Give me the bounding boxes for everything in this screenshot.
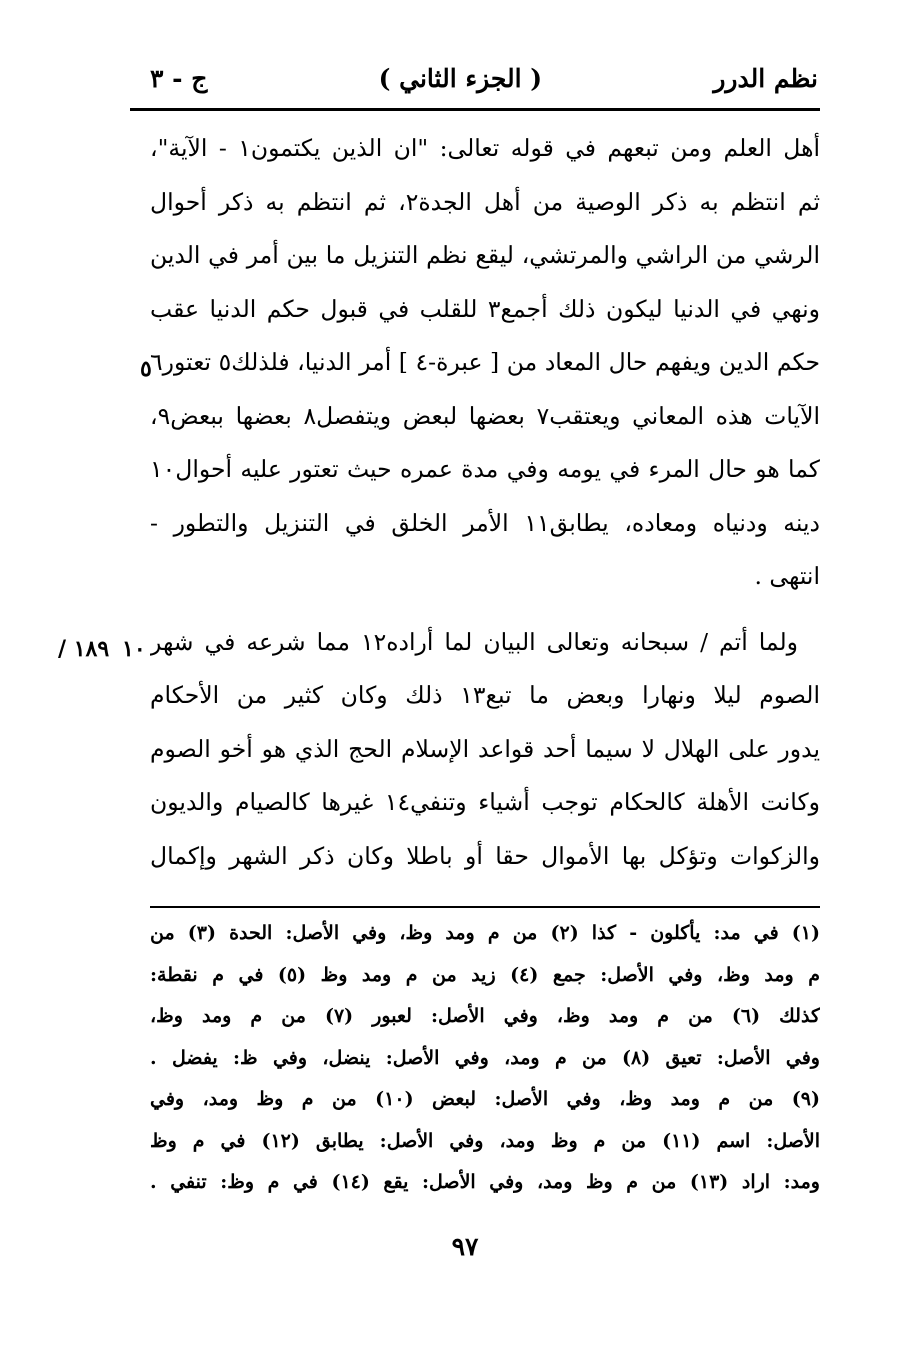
line-number-5: ٥ — [140, 356, 152, 382]
text-line: دينه ودنياه ومعاده، يطابق١١ الأمر الخلق في التنزيل والتطور - — [150, 508, 820, 537]
line-number-10: ١٠ — [122, 636, 146, 662]
footnote-line: ومد: اراد (١٣) من م وظ ومد، وفي الأصل: يقع (١٤) في م وظ: تنفي . — [150, 1171, 820, 1193]
text-line: والزكوات وتؤكل بها الأموال حقا أو باطلا وكان ذكر الشهر وإكمال — [150, 841, 820, 870]
footnote-line: (٩) من م ومد وظ، وفي الأصل: لبعض (١٠) من م وظ ومد، وفي — [150, 1088, 820, 1110]
text-line: انتهى . — [754, 562, 820, 590]
book-title: نظم الدرر — [713, 63, 818, 93]
paragraph-gap — [150, 604, 820, 616]
footnote-line: (١) في مد: يأكلون - كذا (٢) من م ومد وظ، وفي الأصل: الحدة (٣) من — [150, 922, 820, 944]
running-header — [150, 58, 818, 98]
part-label: ( الجزء الثاني ) — [378, 63, 543, 93]
text-line: ونهي في الدنيا ليكون ذلك أجمع٣ للقلب في قبول حكم الدنيا عقب — [150, 294, 820, 323]
folio-marker: ١٨٩ / — [58, 636, 110, 662]
header-rule — [130, 108, 820, 111]
text-line: ثم انتظم به ذكر الوصية من أهل الجدة٢، ثم انتظم به ذكر أحوال — [150, 187, 820, 216]
footnote-line: وفي الأصل: تعيق (٨) من م ومد، وفي الأصل: ينضل، وفي ظ: يفضل . — [150, 1046, 820, 1069]
footnotes — [150, 913, 820, 1204]
text-line: أهل العلم ومن تبعهم في قوله تعالى: "ان الذين يكتمون١ - الآية"، — [150, 134, 820, 162]
text-line: الصوم ليلا ونهارا وبعض ما تبع١٣ ذلك وكان كثير من الأحكام — [150, 681, 820, 709]
text-line: ولما أتم / سبحانه وتعالى البيان لما أراده١٢ مما شرعه في شهر — [150, 627, 798, 656]
page-number: ٩٧ — [451, 1232, 479, 1261]
text-line: كما هو حال المرء في يومه وفي مدة عمره حيث تعتور عليه أحوال١٠ — [150, 455, 820, 483]
text-line: حكم الدين ويفهم حال المعاد من [ عبرة-٤ ] أمر الدنيا، فلذلك٥ تعتور٦ — [150, 348, 820, 376]
main-text — [150, 122, 820, 883]
footnote-rule — [150, 906, 820, 908]
text-line: الآيات هذه المعاني ويعتقب٧ بعضها لبعض ويتفصل٨ بعضها ببعض٩، — [150, 401, 820, 430]
text-line: يدور على الهلال لا سيما أحد قواعد الإسلام الحج الذي هو أخو الصوم — [150, 734, 820, 763]
volume-label: ج - ٣ — [150, 63, 208, 93]
footnote-line: كذلك (٦) من م ومد وظ، وفي الأصل: لعبور (٧) من م ومد وظ، — [150, 1005, 820, 1027]
text-line: الرشي من الراشي والمرتشي، ليقع نظم التنزيل ما بين أمر في الدين — [150, 241, 820, 269]
footnote-line: م ومد وظ، وفي الأصل: جمع (٤) زيد من م ومد وظ (٥) في م نقطة: — [150, 963, 820, 986]
text-line: وكانت الأهلة كالحكام توجب أشياء وتنفي١٤ غيرها كالصيام والديون — [150, 788, 820, 816]
footnote-line: الأصل: اسم (١١) من م وظ ومد، وفي الأصل: يطابق (١٢) في م وظ — [150, 1129, 820, 1152]
